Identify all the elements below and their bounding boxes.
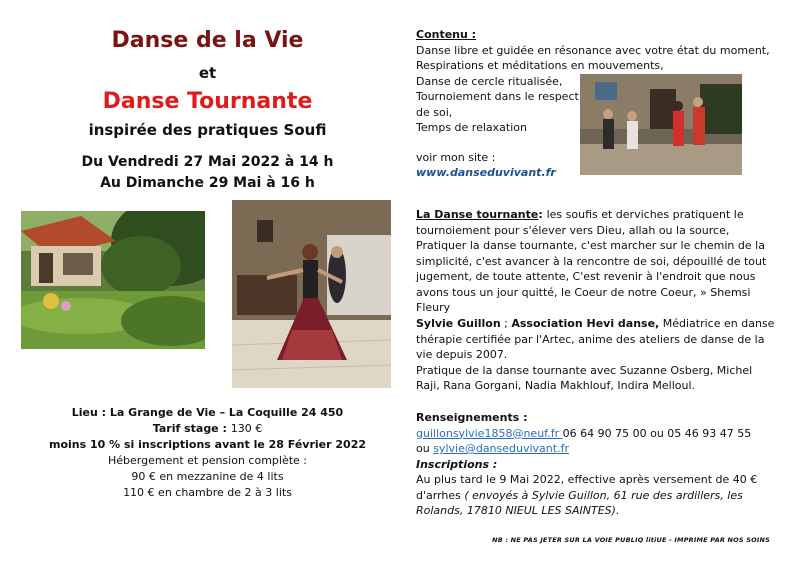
contenu-line: Respirations et méditations en mouvements, [416, 59, 664, 72]
venue: Lieu : La Grange de Vie – La Coquille 24 450 [71, 406, 344, 419]
phone-numbers: 06 64 90 75 00 ou 05 46 93 47 55 [562, 426, 752, 440]
registration-text: Au plus tard le 9 Mai 2022, effective après versement de 40 € d'arrhes [416, 473, 758, 502]
email-link-2[interactable]: sylvie@danseduvivant.fr [433, 442, 569, 455]
author-name: Sylvie Guillon [416, 317, 501, 330]
danse-tournante-text: Pratiquer la danse tournante, c'est marcher sur le chemin de la simplicité, c'est avancer à la rencontre de soi, dépouillé de tout jugement, de toute attente, C'est revenir à l'endroit que nous avons tous un jour quitté, le Coeur de notre Coeur, » Shemsi Fleury [416, 239, 767, 314]
title-conjunction: et [198, 64, 217, 82]
contact-heading: Renseignements : [416, 411, 528, 424]
association-name: Association Hevi danse, [511, 317, 660, 330]
contenu-line: Danse libre et guidée en résonance avec votre état du moment, [416, 43, 770, 57]
start-date: Du Vendredi 27 Mai 2022 à 14 h [81, 154, 334, 170]
garden-photo [21, 211, 205, 349]
lodging-option-1: 90 € en mezzanine de 4 lits [131, 470, 284, 483]
price-value: 130 € [230, 422, 263, 435]
contact-section [416, 410, 776, 519]
bio-section: Sylvie Guillon ; Association Hevi danse, Médiatrice en danse thérapie certifiée par l'Artec, anime des ateliers de danse de la vie depuis 2007. Pratique de la danse tournante avec Suzanne Osberg, Michel Raji, Rana Gorgani, Nadia Makhlouf, Indira Melloul. [416, 317, 775, 392]
registration-heading: Inscriptions : [416, 457, 498, 471]
subtitle: inspirée des pratiques Soufi [88, 121, 327, 139]
danse-tournante-intro: les soufis et derviches pratiquent le tournoiement pour s'élever vers Dieu, allah ou la source, [416, 208, 744, 237]
email-link-1[interactable]: guillonsylvie1858@neuf.fr [416, 426, 563, 440]
bio-practice: Pratique de la danse tournante avec Suzanne Osberg, Michel Raji, Rana Gorgani, Nadia Makhlouf, Indira Melloul. [416, 363, 753, 392]
contenu-line: Tournoiement dans le respect [416, 90, 579, 103]
contenu-line: Danse de cercle ritualisée, [416, 74, 563, 88]
dancer-photo [232, 200, 391, 388]
secondary-title: Danse Tournante [102, 89, 313, 114]
lodging-heading: Hébergement et pension complète : [108, 454, 307, 467]
group-photo [580, 74, 742, 175]
or-label: ou [416, 442, 434, 455]
main-title: Danse de la Vie [111, 28, 304, 53]
site-link[interactable]: www.danseduvivant.fr [416, 166, 556, 179]
end-date: Au Dimanche 29 Mai à 16 h [100, 175, 315, 191]
danse-tournante-heading: La Danse tournante [416, 208, 539, 221]
danse-tournante-section: La Danse tournante: les soufis et derviches pratiquent le tournoiement pour s'élever vers Dieu, allah ou la source, Pratiquer la danse tournante, c'est marcher sur le chemin de la simplicité, c'est avancer à la rencontre de soi, dépouillé de tout jugement, de toute attente, C'est revenir à l'endroit que nous avons tous un jour quitté, le Coeur de notre Coeur, » Shemsi Fleury [416, 207, 776, 316]
registration-address: ( envoyés à Sylvie Guillon, 61 rue des ardillers, les Rolands, 17810 NIEUL LES SAINTES). [416, 488, 743, 517]
bio-text: Médiatrice en danse thérapie certifiée par l'Artec, anime des ateliers de danse de la vie depuis 2007. [416, 317, 775, 361]
site-label: voir mon site : [416, 150, 496, 164]
price-label: Tarif stage : [152, 422, 231, 435]
event-info [0, 405, 415, 501]
footer-note: NB : NE PAS JETER SUR LA VOIE PUBLIQ litiUE - IMPRIME PAR NOS SOINS [492, 536, 770, 544]
contenu-heading: Contenu : [416, 28, 477, 41]
contenu-line: de soi, [416, 105, 453, 119]
lodging-option-2: 110 € en chambre de 2 à 3 lits [123, 486, 292, 499]
contenu-line: Temps de relaxation [416, 121, 527, 134]
early-discount: moins 10 % si inscriptions avant le 28 Février 2022 [48, 438, 367, 451]
